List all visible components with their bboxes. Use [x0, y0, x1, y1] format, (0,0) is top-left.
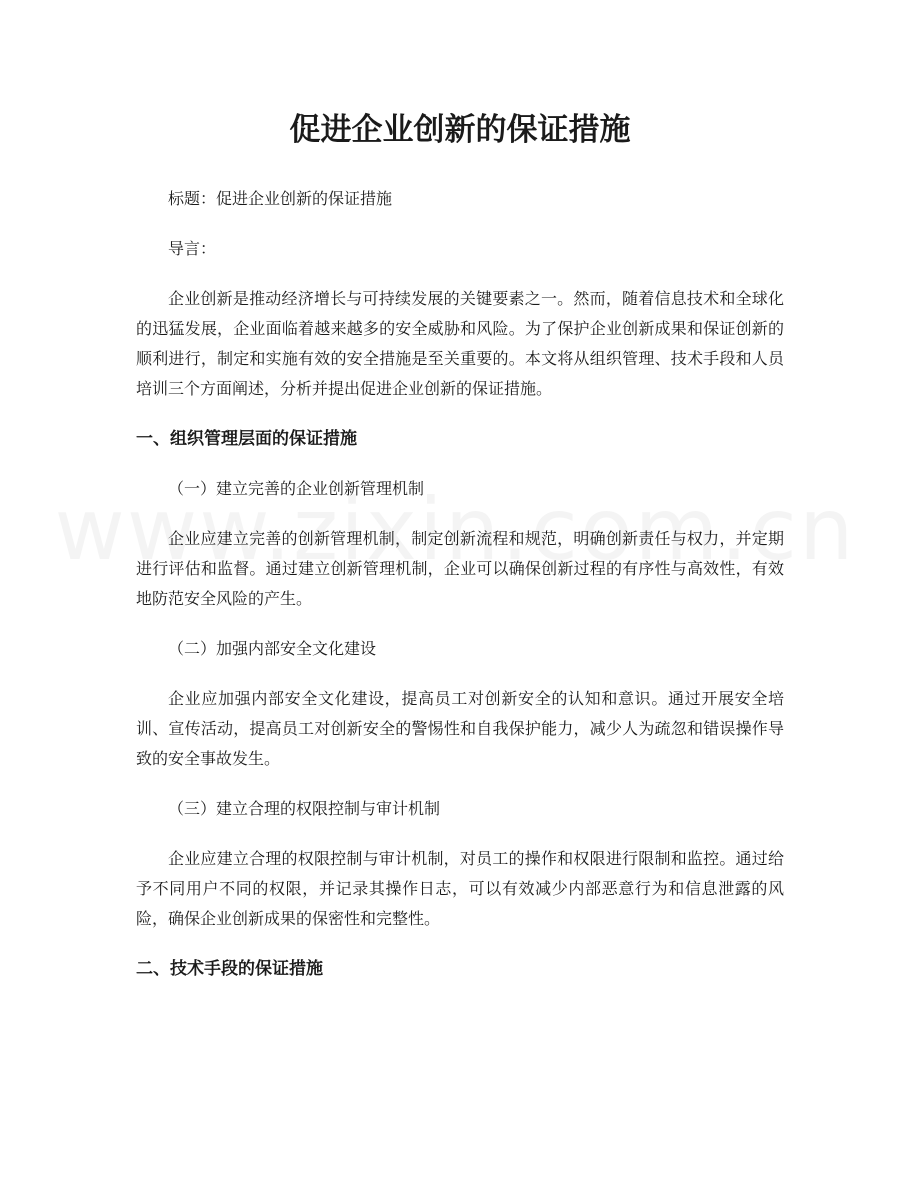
subsection-paragraph-1-3: 企业应建立合理的权限控制与审计机制，对员工的操作和权限进行限制和监控。通过给予不同用户不同的权限，并记录其操作日志，可以有效减少内部恶意行为和信息泄露的风险，确保企业创新成果的保密性和完整性。 — [136, 849, 784, 928]
section-heading-1: 一、组织管理层面的保证措施 — [136, 429, 357, 449]
intro-paragraph: 企业创新是推动经济增长与可持续发展的关键要素之一。然而，随着信息技术和全球化的迅猛发展，企业面临着越来越多的安全威胁和风险。为了保护企业创新成果和保证创新的顺利进行，制定和实施有效的安全措施是至关重要的。本文将从组织管理、技术手段和人员培训三个方面阐述，分析并提出促进企业创新的保证措施。 — [136, 289, 784, 398]
subsection-title-1-1: （一）建立完善的企业创新管理机制 — [168, 479, 425, 498]
title-line: 标题：促进企业创新的保证措施 — [168, 189, 393, 208]
intro-label: 导言： — [168, 239, 217, 258]
subsection-paragraph-1-2: 企业应加强内部安全文化建设，提高员工对创新安全的认知和意识。通过开展安全培训、宣传活动，提高员工对创新安全的警惕性和自我保护能力，减少人为疏忽和错误操作导致的安全事故发生。 — [136, 689, 784, 768]
subsection-title-1-2: （二）加强内部安全文化建设 — [168, 639, 377, 658]
section-heading-2: 二、技术手段的保证措施 — [136, 959, 323, 979]
document-body — [136, 184, 784, 1004]
subsection-paragraph-1-1: 企业应建立完善的创新管理机制，制定创新流程和规范，明确创新责任与权力，并定期进行评估和监督。通过建立创新管理机制，企业可以确保创新过程的有序性与高效性，有效地防范安全风险的产生。 — [136, 529, 784, 608]
document-title: 促进企业创新的保证措施 — [289, 112, 631, 148]
subsection-title-1-3: （三）建立合理的权限控制与审计机制 — [168, 799, 441, 818]
